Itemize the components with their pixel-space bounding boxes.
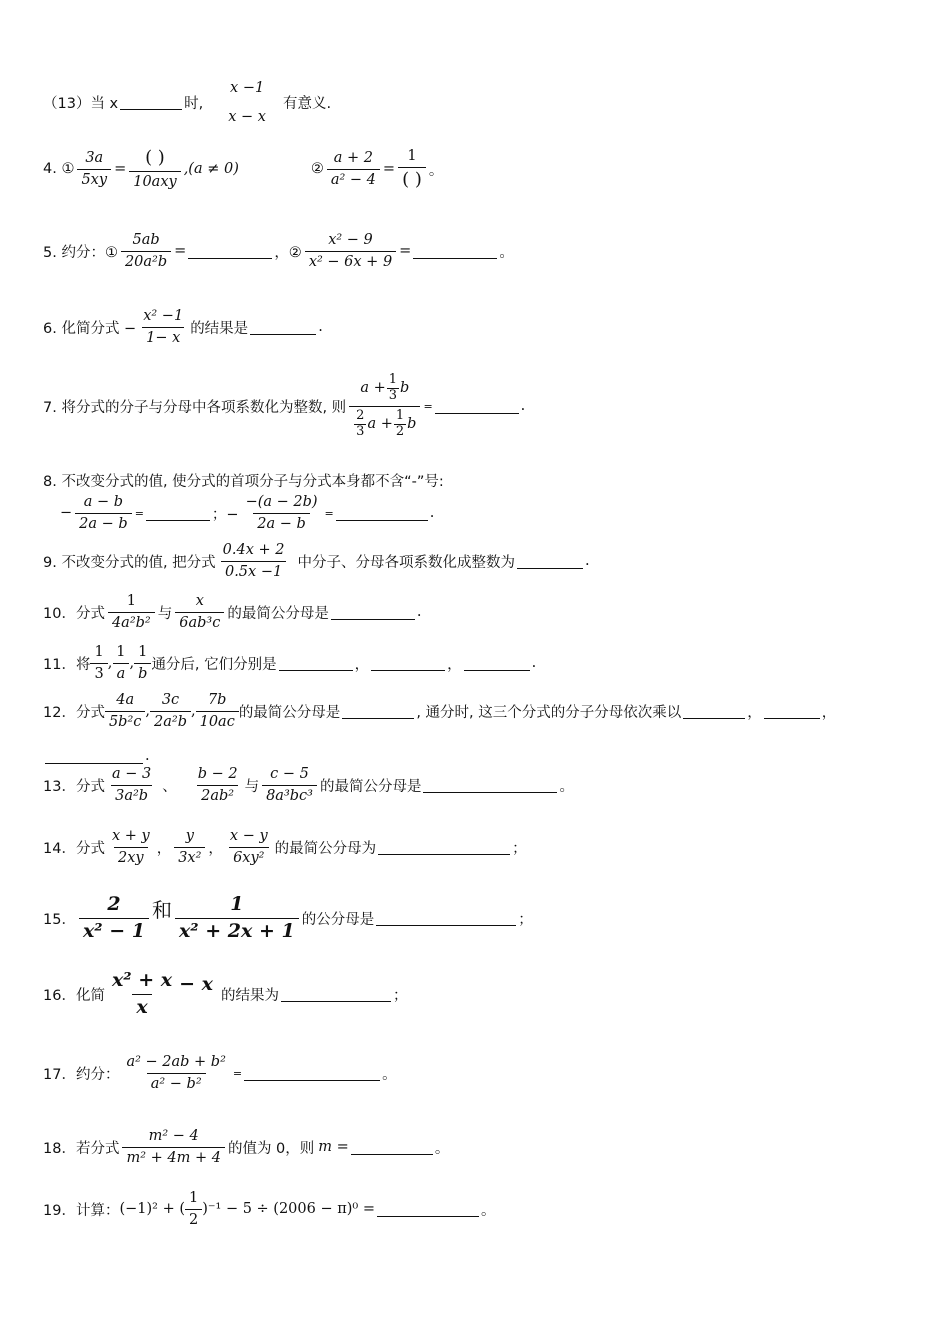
q11-fraction-1: $\frac{1}{3}$	[90, 644, 107, 682]
q13-blank[interactable]	[120, 95, 182, 110]
q13-suffix: 有意义.	[282, 96, 332, 113]
q8-fraction-1: $\frac{a - b}{2a - b}$	[75, 494, 132, 532]
q12-blank-3[interactable]	[764, 704, 820, 719]
question-9: 9. 不改变分式的值, 把分式 $\frac{0.4x + 2}{0.5x -1}$ 中分子、分母各项系数化成整数为 .	[43, 542, 590, 580]
q11-blank-1[interactable]	[279, 656, 353, 671]
q8-blank-2[interactable]	[336, 506, 428, 521]
question-18: 18．若分式 $\frac{\text{m² − 4}}{\text{m² + 4m + 4}}$ 的值为 0，则 m = 。	[43, 1128, 450, 1166]
q4-condition: ,(a ≠ 0)	[183, 161, 239, 178]
question-10: 10．分式 $\frac{1}{\text{4a²b²}}$ 与 $\frac{x}{\text{6ab³c}}$ 的最简公分母是 .	[43, 593, 422, 631]
q15-fraction-1: $\frac{2}{\text{x² − 1}}$	[79, 894, 149, 943]
q4-denominator-blank[interactable]: ( )	[398, 167, 426, 191]
q11-blank-3[interactable]	[464, 656, 530, 671]
q13-fraction-2: $\frac{b - 2}{\text{2ab²}}$	[197, 766, 238, 804]
q7-blank[interactable]	[435, 399, 519, 414]
q7-complex-fraction: a + $\frac{1}{3}$ b $\frac{2}{3}$ a + $\frac{1}{2}$ b	[349, 373, 420, 440]
q19-half-fraction: $\frac{1}{2}$	[185, 1190, 202, 1228]
q17-blank[interactable]	[244, 1066, 380, 1081]
q14-blank[interactable]	[378, 840, 510, 855]
q12-blank-2[interactable]	[683, 704, 745, 719]
q11-fraction-3: $\frac{1}{b}$	[134, 644, 151, 682]
question-13a	[43, 80, 331, 125]
question-4: 4. ① $\frac{3a}{5xy}$ = $\frac{( )}{\text{10axy}}$ ,(a ≠ 0) ② $\frac{a + 2}{\text{a² − 4}}$ = $\frac{1}{( )}$ 。	[43, 147, 444, 190]
q12-blank-1[interactable]	[342, 704, 414, 719]
q18-fraction: $\frac{\text{m² − 4}}{\text{m² + 4m + 4}}$	[122, 1128, 225, 1166]
q4-fraction-1: $\frac{3a}{5xy}$	[77, 150, 111, 188]
question-8: − $\frac{a - b}{2a - b}$ = ；− $\frac{-(a - 2b)}{2a - b}$ = .	[60, 494, 435, 532]
question-14: 14．分式 $\frac{x + y}{2xy}$ ， $\frac{y}{\text{3x²}}$ ， $\frac{x - y}{\text{6xy²}}$ 的最简公分母为 ；	[43, 828, 527, 866]
question-13: 13．分式 $\frac{a - 3}{\text{3a²b}}$ 、 $\frac{b - 2}{\text{2ab²}}$ 与 $\frac{c - 5}{\text{8a³bc³}}$ 的最简公分母是 。	[43, 766, 574, 804]
q13-fraction: x −1 x − x	[228, 80, 266, 125]
q10-fraction-1: $\frac{1}{\text{4a²b²}}$	[108, 593, 155, 631]
q8-fraction-2: $\frac{-(a - 2b)}{2a - b}$	[245, 494, 318, 532]
q12-fraction-2: $\frac{3c}{\text{2a²b}}$	[150, 692, 191, 730]
q13-fraction-1: $\frac{a - 3}{\text{3a²b}}$	[111, 766, 152, 804]
question-15: 15． $\frac{2}{\text{x² − 1}}$ 和 $\frac{1}{\text{x² + 2x + 1}}$ 的公分母是 ；	[43, 893, 533, 942]
q12-fraction-3: $\frac{7b}{10ac}$	[196, 692, 239, 730]
q5-blank-2[interactable]	[413, 244, 497, 259]
question-8-text: 8. 不改变分式的值, 使分式的首项分子与分式本身都不含“-”号:	[43, 474, 444, 490]
q13-blank[interactable]	[423, 778, 557, 793]
question-12: 12．分式 $\frac{4a}{\text{5b²c}}$ , $\frac{3c}{\text{2a²b}}$ , $\frac{7b}{10ac}$ 的最简公分母是 , 通分时, 这三个分式的分子分母依次乘以 ， ，	[43, 692, 837, 730]
q4-label: 4. ①	[43, 161, 75, 178]
question-12-continued: .	[43, 748, 150, 764]
q14-fraction-3: $\frac{x - y}{\text{6xy²}}$	[229, 828, 268, 866]
q10-fraction-2: $\frac{x}{\text{6ab³c}}$	[175, 593, 224, 631]
q9-fraction: $\frac{0.4x + 2}{0.5x -1}$	[222, 542, 285, 580]
q11-blank-2[interactable]	[371, 656, 445, 671]
q5-blank-1[interactable]	[188, 244, 272, 259]
q9-blank[interactable]	[517, 554, 583, 569]
question-7: 7. 将分式的分子与分母中各项系数化为整数, 则 a + $\frac{1}{3}$ b $\frac{2}{3}$ a + $\frac{1}{2}$ b = .	[43, 372, 526, 439]
q7-label: 7. 将分式的分子与分母中各项系数化为整数, 则	[43, 399, 347, 416]
q5-fraction-1: $\frac{5ab}{\text{20a²b}}$	[121, 232, 171, 270]
q15-blank[interactable]	[376, 911, 516, 926]
q4-label-2: ②	[310, 161, 324, 178]
q15-fraction-2: $\frac{1}{\text{x² + 2x + 1}}$	[175, 894, 299, 943]
q8-blank-1[interactable]	[146, 506, 210, 521]
q18-blank[interactable]	[351, 1140, 433, 1155]
q6-label: 6. 化简分式 −	[43, 320, 137, 337]
q10-blank[interactable]	[331, 605, 415, 620]
q14-fraction-1: $\frac{x + y}{2xy}$	[111, 828, 150, 866]
q16-fraction: $\frac{\text{x² + x}}{x}$	[111, 969, 173, 1018]
q12-fraction-1: $\frac{4a}{\text{5b²c}}$	[105, 692, 145, 730]
q4-numerator-blank[interactable]: ( )	[145, 147, 165, 168]
q19-blank[interactable]	[377, 1202, 479, 1217]
question-16: 16．化简 $\frac{\text{x² + x}}{x}$ − x 的结果为 ；	[43, 969, 408, 1018]
question-6: 6. 化简分式 − $\frac{\text{x² −1}}{1- x}$ 的结果是 .	[43, 308, 323, 346]
q5-fraction-2: $\frac{\text{x² − 9}}{\text{x² − 6x + 9}}$	[305, 232, 396, 270]
question-19: 19．计算： (−1)² + ( $\frac{1}{2}$ )⁻¹ − 5 ÷ (2006 − π)⁰ = 。	[43, 1190, 496, 1228]
q4-fraction-4: $\frac{1}{( )}$	[398, 148, 426, 190]
q6-fraction: $\frac{\text{x² −1}}{1- x}$	[143, 308, 184, 346]
q12-blank-4[interactable]	[45, 749, 143, 764]
q13-prefix: （13）当 x	[43, 96, 119, 113]
q13-fraction-3: $\frac{c - 5}{\text{8a³bc³}}$	[262, 766, 317, 804]
q11-fraction-2: $\frac{1}{a}$	[112, 644, 129, 682]
q4-fraction-2: $\frac{( )}{\text{10axy}}$	[129, 148, 180, 190]
question-5: 5. 约分：① $\frac{5ab}{\text{20a²b}}$ = ，② $\frac{\text{x² − 9}}{\text{x² − 6x + 9}}$ = 。	[43, 232, 514, 270]
q16-blank[interactable]	[281, 987, 391, 1002]
question-11: 11．将 $\frac{1}{3}$ , $\frac{1}{a}$ , $\frac{1}{b}$ 通分后, 它们分别是 ， ， .	[43, 644, 537, 682]
q17-fraction: $\frac{\text{a² − 2ab + b²}}{\text{a² − b²}}$	[126, 1054, 226, 1092]
q14-fraction-2: $\frac{y}{\text{3x²}}$	[174, 828, 205, 866]
q5-label: 5. 约分：①	[43, 244, 118, 261]
q4-fraction-3: $\frac{a + 2}{\text{a² − 4}}$	[327, 150, 380, 188]
q13-mid: 时,	[184, 96, 204, 113]
question-17: 17．约分： $\frac{\text{a² − 2ab + b²}}{\text{a² − b²}}$ = 。	[43, 1054, 397, 1092]
q4-equals: =	[114, 161, 127, 178]
q6-blank[interactable]	[250, 320, 316, 335]
